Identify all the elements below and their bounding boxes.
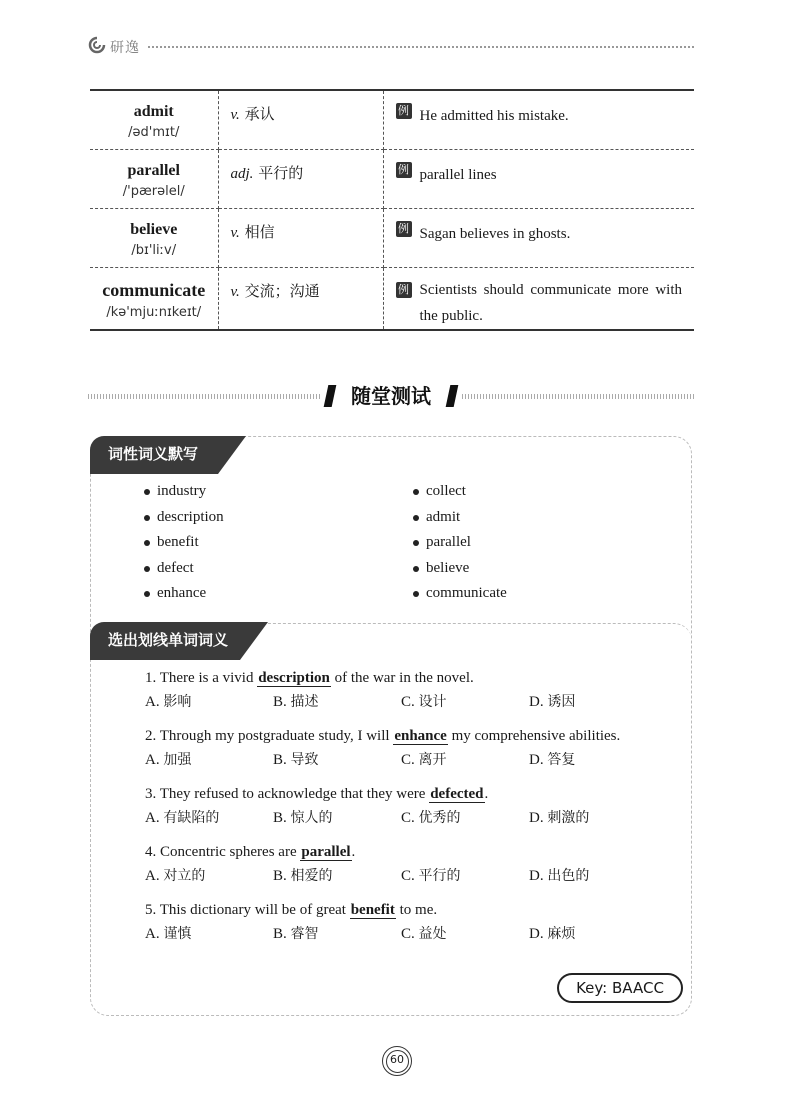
example-sentence: He admitted his mistake.: [419, 108, 569, 124]
option-c[interactable]: C. 离开: [401, 752, 447, 768]
option-a[interactable]: A. 对立的: [145, 868, 206, 884]
underlined-word: description: [258, 670, 330, 686]
list-item: industry: [144, 479, 224, 505]
example-sentence: Sagan believes in ghosts.: [419, 225, 571, 242]
option-d[interactable]: D. 出色的: [529, 868, 590, 884]
example-icon: 例: [396, 221, 412, 237]
brand-name: 研逸: [110, 40, 140, 56]
option-c[interactable]: C. 设计: [401, 694, 447, 710]
answer-key-text: Key: BAACC: [576, 979, 664, 997]
question-list: [145, 668, 685, 958]
option-a[interactable]: A. 加强: [145, 752, 192, 768]
question-text: 2. Through my postgraduate study, I will: [145, 728, 394, 744]
table-row: [90, 90, 694, 149]
question: [145, 900, 685, 945]
list-item: parallel: [413, 530, 507, 556]
option-c[interactable]: C. 益处: [401, 926, 447, 942]
list-item: defect: [144, 556, 224, 582]
word-list-right: [413, 479, 507, 607]
title-divider-right: [462, 394, 694, 399]
option-c[interactable]: C. 平行的: [401, 868, 461, 884]
word: admit: [133, 103, 174, 120]
list-item: admit: [413, 505, 507, 531]
part-of-speech: v.: [230, 224, 240, 241]
word: parallel: [127, 161, 180, 179]
swirl-logo-icon: [88, 36, 106, 54]
part-of-speech: v.: [230, 283, 240, 300]
list-item: benefit: [144, 530, 224, 556]
option-b[interactable]: B. 睿智: [273, 926, 319, 942]
meaning: 相信: [244, 222, 275, 241]
option-c[interactable]: C. 优秀的: [401, 810, 461, 826]
meaning: 平行的: [258, 163, 304, 182]
table-row: [90, 208, 694, 267]
option-a[interactable]: A. 影响: [145, 694, 192, 710]
question-text: 4. Concentric spheres are: [145, 844, 301, 860]
option-d[interactable]: D. 麻烦: [529, 926, 576, 942]
header-divider: [148, 46, 694, 48]
title-bracket-right: [446, 385, 459, 407]
page-number: [382, 1046, 412, 1076]
question-text: to me.: [395, 902, 438, 918]
phonetic: /'pærəlel/: [122, 183, 185, 199]
question: [145, 784, 685, 829]
option-b[interactable]: B. 导致: [273, 752, 319, 768]
question-text: 5. This dictionary will be of great: [145, 902, 350, 918]
example-icon: 例: [396, 162, 412, 178]
list-item: description: [144, 505, 224, 531]
option-a[interactable]: A. 有缺陷的: [145, 810, 220, 826]
part2-tag: 选出划线单词词义: [90, 622, 240, 660]
example-icon: 例: [396, 282, 412, 298]
question: [145, 842, 685, 887]
underlined-word: benefit: [350, 902, 395, 918]
section-title-text: 随堂测试: [351, 384, 431, 408]
title-bracket-left: [324, 385, 337, 407]
option-d[interactable]: D. 诱因: [529, 694, 576, 710]
question-text: my comprehensive abilities.: [447, 728, 621, 744]
question-text: of the war in the novel.: [330, 670, 474, 686]
meaning: 交流；沟通: [244, 281, 320, 300]
table-row: [90, 267, 694, 330]
list-item: collect: [413, 479, 507, 505]
part1-tag: 词性词义默写: [90, 436, 218, 474]
option-a[interactable]: A. 谨慎: [145, 926, 192, 942]
question: [145, 668, 685, 713]
phonetic: /kə'mjuːnɪkeɪt/: [106, 304, 202, 320]
option-b[interactable]: B. 惊人的: [273, 810, 333, 826]
underlined-word: parallel: [301, 844, 351, 860]
option-b[interactable]: B. 相爱的: [273, 868, 333, 884]
underlined-word: enhance: [394, 728, 447, 744]
option-b[interactable]: B. 描述: [273, 694, 319, 710]
page-header: [88, 36, 694, 56]
option-d[interactable]: D. 答复: [529, 752, 576, 768]
list-item: enhance: [144, 581, 224, 607]
section-title-box: [326, 381, 456, 411]
example-icon: 例: [396, 103, 412, 119]
vocab-table: [90, 89, 694, 331]
phonetic: /əd'mɪt/: [128, 125, 180, 140]
question: [145, 726, 685, 771]
example-sentence: parallel lines: [419, 166, 497, 183]
title-divider-left: [88, 394, 320, 399]
option-d[interactable]: D. 刺激的: [529, 810, 590, 826]
word: communicate: [102, 279, 206, 300]
list-item: believe: [413, 556, 507, 582]
section-title: [88, 381, 694, 411]
part-of-speech: v.: [230, 107, 240, 123]
underlined-word: defected: [430, 786, 484, 802]
list-item: communicate: [413, 581, 507, 607]
table-row: [90, 149, 694, 208]
question-text: .: [484, 786, 489, 802]
question-text: .: [351, 844, 356, 860]
phonetic: /bɪ'liːv/: [131, 242, 177, 258]
part-of-speech: adj.: [230, 165, 254, 182]
example-sentence: Scientists should communicate more with the public.: [419, 281, 682, 324]
word: believe: [130, 220, 178, 238]
meaning: 承认: [244, 105, 275, 123]
question-text: 1. There is a vivid: [145, 670, 258, 686]
answer-key: [557, 973, 683, 1003]
page-number-text: 60: [390, 1053, 404, 1066]
word-list-left: [144, 479, 224, 607]
question-text: 3. They refused to acknowledge that they were: [145, 786, 430, 802]
